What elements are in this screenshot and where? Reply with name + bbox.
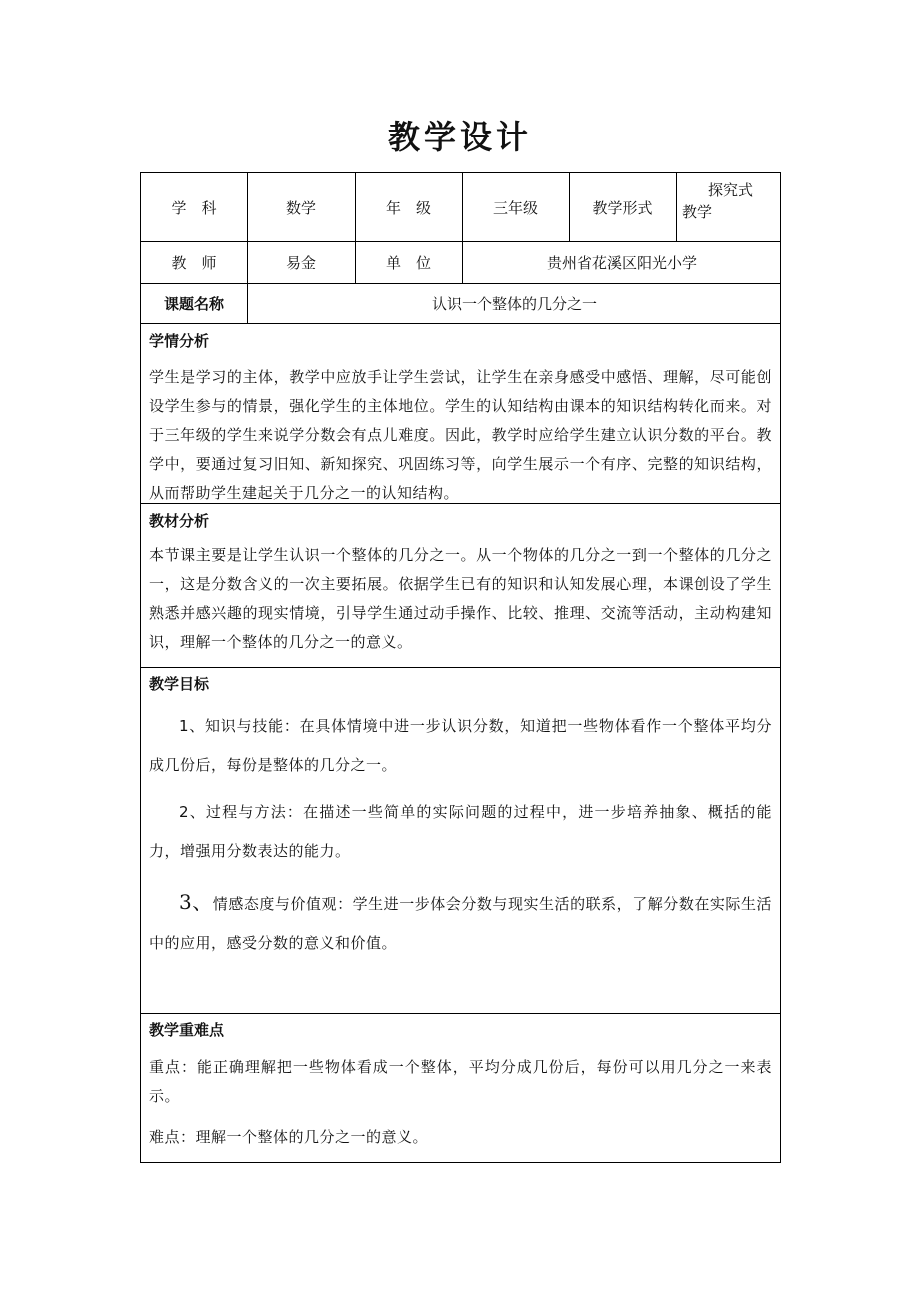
objective-item-2: 2、过程与方法：在描述一些简单的实际问题的过程中，进一步培养抽象、概括的能力，增强用分数表达的能力。 xyxy=(149,803,772,860)
objective-item-3-text: 情感态度与价值观：学生进一步体会分数与现实生活的联系，了解分数在实际生活中的应用，感受分数的意义和价值。 xyxy=(149,895,772,952)
student-analysis-title: 学情分析 xyxy=(149,332,210,350)
objective-item-3 xyxy=(149,883,772,963)
key-point-difficulty: 难点：理解一个整体的几分之一的意义。 xyxy=(149,1128,429,1146)
unit-value: 贵州省花溪区阳光小学 xyxy=(546,253,697,272)
material-analysis-title: 教材分析 xyxy=(149,512,210,530)
col-divider xyxy=(462,173,463,283)
objectives-title: 教学目标 xyxy=(149,675,210,693)
objective-item-1: 1、知识与技能：在具体情境中进一步认识分数，知道把一些物体看作一个整体平均分成几份后，每份是整体的几分之一。 xyxy=(149,717,772,774)
lesson-plan-table xyxy=(140,172,781,1163)
key-points-title: 教学重难点 xyxy=(149,1021,225,1039)
row-divider xyxy=(141,323,780,324)
lesson-label: 课题名称 xyxy=(163,294,224,313)
form-value: 探究式教学 xyxy=(682,181,754,221)
subject-label: 学 科 xyxy=(171,198,217,217)
col-divider xyxy=(247,173,248,323)
objective-item-3-number: 3、 xyxy=(179,890,213,914)
row-divider xyxy=(141,503,780,504)
row-divider xyxy=(141,667,780,668)
lesson-value: 认识一个整体的几分之一 xyxy=(431,294,597,313)
col-divider xyxy=(569,173,570,241)
student-analysis-body: 学生是学习的主体，教学中应放手让学生尝试，让学生在亲身感受中感悟、理解，尽可能创设学生参与的情景，强化学生的主体地位。学生的认知结构由课本的知识结构转化而来。对于三年级的学生来说学分数会有点儿难度。因此，教学时应给学生建立认识分数的平台。教学中，要通过复习旧知、新知探究、巩固练习等，向学生展示一个有序、完整的知识结构，从而帮助学生建起关于几分之一的认知结构。 xyxy=(149,368,772,502)
teacher-label: 教 师 xyxy=(171,253,217,272)
subject-value: 数学 xyxy=(285,198,316,217)
page-title: 教学设计 xyxy=(387,118,532,156)
col-divider xyxy=(355,173,356,283)
form-label: 教学形式 xyxy=(592,198,653,217)
grade-label: 年 级 xyxy=(385,198,431,217)
grade-value: 三年级 xyxy=(492,198,538,217)
row-divider xyxy=(141,1013,780,1014)
col-divider xyxy=(676,173,677,241)
material-analysis-body: 本节课主要是让学生认识一个整体的几分之一。从一个物体的几分之一到一个整体的几分之一，这是分数含义的一次主要拓展。依据学生已有的知识和认知发展心理，本课创设了学生熟悉并感兴趣的现实情境，引导学生通过动手操作、比较、推理、交流等活动，主动构建知识，理解一个整体的几分之一的意义。 xyxy=(149,546,772,651)
teacher-value: 易金 xyxy=(285,253,316,272)
key-point-focus: 重点：能正确理解把一些物体看成一个整体，平均分成几份后，每份可以用几分之一来表示。 xyxy=(149,1058,772,1105)
unit-label: 单 位 xyxy=(385,253,431,272)
